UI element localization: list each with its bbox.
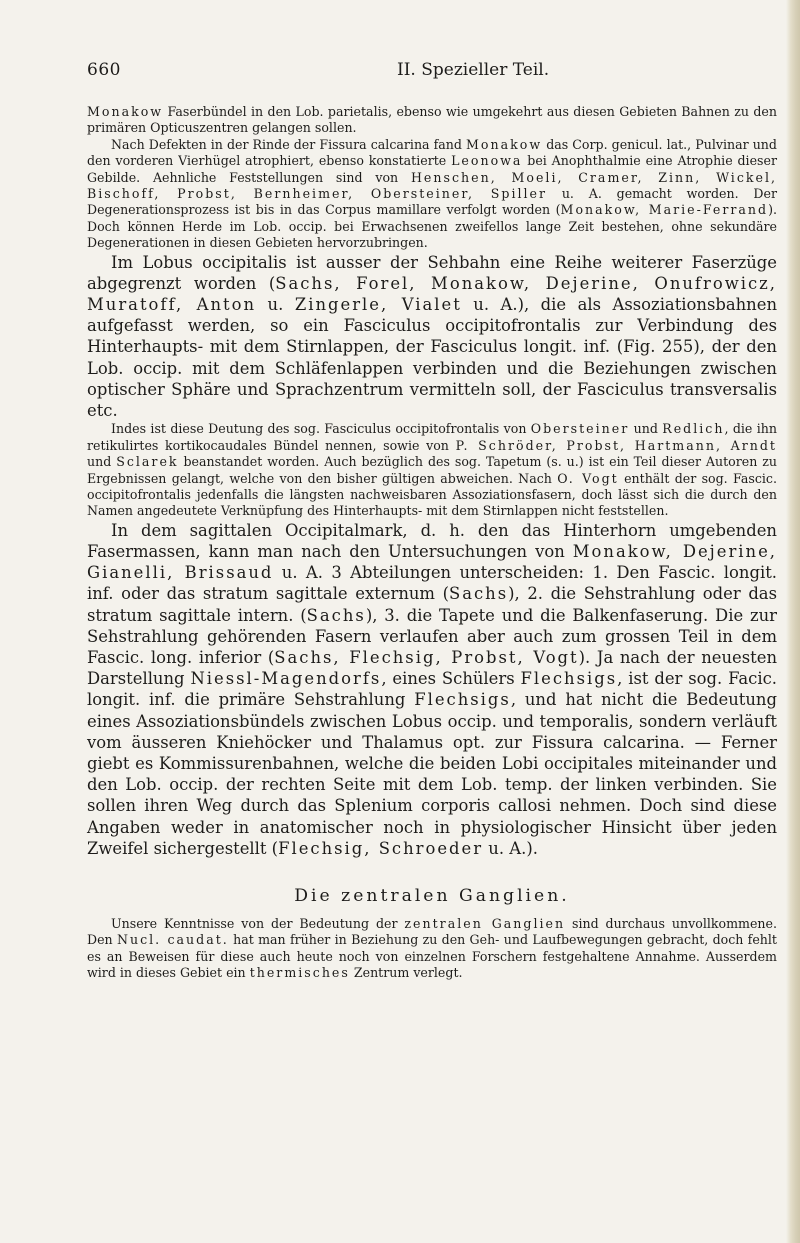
- paragraph: [87, 252, 777, 422]
- text-run: Indes ist diese Deutung des sog. Fasciculus occipitofrontalis von: [111, 421, 531, 437]
- paragraph: [87, 421, 777, 519]
- text-run: bei Anophthalmie eine Atrophie dieser Gebilde. Aehnliche Feststellungen sind von: [87, 153, 777, 185]
- page-header: [87, 60, 767, 90]
- author-name: Redlich: [662, 421, 725, 437]
- text-run: das Corp. genicul. lat., Pulvinar und den vorderen Vierhügel atrophiert, ebenso konstatierte: [87, 136, 777, 169]
- text-run: sind durchaus unvollkommene. Den: [87, 915, 777, 948]
- text-run: beanstandet worden. Auch bezüglich des sog. Tapetum (s. u.) ist ein Teil dieser Autoren zu Ergebnissen gelangt, welche von den bisher gültigen abweichen. Nach: [87, 454, 777, 486]
- text-run: , eines Schülers: [381, 669, 521, 689]
- text-run: u. A. gemacht worden. Der Degenerationsprozess ist bis in das Corpus mamillare verfolgt worden (: [87, 186, 777, 218]
- text-run: enthält der sog. Fascic. occipitofrontalis jedenfalls die längsten nachweisbaren Assoziationsfasern, doch lässt sich die durch den Namen angedeutete Verknüpfung des Hinterhaupts- mit dem Stirnlappen nicht feststellen.: [87, 470, 777, 519]
- text-run: Unsere Kenntnisse von der Bedeutung der: [111, 915, 405, 931]
- author-name: thermisches: [249, 965, 350, 981]
- text-run: Im Lobus occipitalis ist ausser der Sehbahn eine Reihe weiterer Faserzüge abgegrenzt worden (: [87, 252, 777, 293]
- text-run: u. A.).: [483, 838, 538, 858]
- author-name: Flechsigs: [520, 669, 618, 689]
- text-run: ). Ja nach der neuesten Darstellung: [87, 647, 777, 689]
- author-name: P. Schröder, Probst, Hartmann, Arndt: [455, 437, 777, 453]
- text-run: In dem sagittalen Occipitalmark, d. h. den das Hinterhorn umgebenden Fasermassen, kann man nach den Untersuchungen von: [87, 520, 777, 561]
- author-name: Flechsig, Schroeder: [278, 838, 484, 858]
- author-name: Monakow: [87, 104, 164, 119]
- author-name: Nucl. caudat.: [116, 932, 229, 948]
- author-name: Obersteiner: [530, 421, 630, 437]
- author-name: Sachs: [449, 584, 509, 604]
- page-edge-shadow: [786, 0, 800, 1243]
- text-run: Faserbündel in den Lob. parietalis, ebenso wie umgekehrt aus diesen Gebieten Bahnen zu den primären Opticuszentren gelangen sollen.: [87, 104, 777, 136]
- text-run: ), 3. die Tapete und die Balkenfaserung. Die zur Sehstrahlung gehörenden Fasern verlaufen aber auch zum grossen Teil in dem Fascic. long. inferior (: [87, 605, 777, 667]
- text-run: Nach Defekten in der Rinde der Fissura calcarina fand: [111, 136, 467, 152]
- paragraph: [87, 916, 777, 982]
- text-run: u. A. 3 Abteilungen unterscheiden: 1. Den Fascic. longit. inf. oder das stratum sagittale externum (: [87, 563, 777, 604]
- text-run: , die ihn retikulirtes kortikocaudales Bündel nennen, sowie von: [87, 421, 777, 453]
- author-name: Sachs, Flechsig, Probst, Vogt: [274, 647, 579, 667]
- page-number: 660: [87, 60, 121, 80]
- text-run: , ist der sog. Facic. longit. inf. die primäre Sehstrahlung: [87, 669, 777, 710]
- author-name: zentralen Ganglien: [404, 915, 566, 931]
- text-run: Zentrum verlegt.: [349, 965, 463, 981]
- text-run: ). Doch können Herde im Lob. occip. bei Erwachsenen zweifellos lange Zeit bestehen, ohne sekundäre Degenerationen in diesen Gebieten hervorzubringen.: [87, 202, 777, 251]
- author-name: Monakow: [466, 136, 543, 152]
- paragraph: [87, 137, 777, 252]
- author-name: Sclarek: [116, 454, 179, 470]
- author-name: Zingerle, Vialet: [294, 295, 462, 315]
- author-name: Niessl-Magendorfs: [190, 669, 382, 689]
- text-run: u. A.), die als Assoziationsbahnen aufgefasst werden, so ein Fasciculus occipitofrontalis zur Verbindung des Hinterhaupts- mit dem Stirnlappen, der Fasciculus longit. inf. (Fig. 255), der den Lob. occip. mit dem Schläfenlappen verbinden und die Beziehungen zwischen optischer Sphäre und Sprachzentrum vermitteln soll, der Fasciculus transversalis etc.: [87, 295, 777, 421]
- paragraph: [87, 520, 777, 859]
- author-name: Leonowa: [451, 153, 523, 169]
- author-name: Sachs, Forel, Monakow, Dejerine, Onufrowicz, Muratoff, Anton: [87, 273, 778, 315]
- text-run: und: [629, 421, 663, 437]
- running-head: II. Spezieller Teil.: [397, 60, 550, 80]
- text-run: hat man früher in Beziehung zu den Geh- und Laufbewegungen gebracht, doch fehlt es an Beweisen für diese auch heute noch von einzelnen Forschern festgehaltene Annahme. Ausserdem wird in dieses Gebiet ein: [87, 932, 777, 981]
- text-run: u.: [256, 295, 295, 315]
- paragraph: [87, 104, 777, 137]
- section-heading: Die zentralen Ganglien.: [294, 885, 570, 906]
- author-name: Sachs: [306, 605, 366, 625]
- text-run: und: [87, 454, 117, 470]
- author-name: Flechsigs: [414, 690, 511, 710]
- author-name: Monakow, Dejerine, Gianelli, Brissaud: [87, 541, 777, 583]
- author-name: O. Vogt: [557, 470, 619, 486]
- page-body: [87, 104, 777, 982]
- author-name: Henschen, Moeli, Cramer, Zinn, Wickel, Bischoff, Probst, Bernheimer, Obersteiner, Spiller: [87, 169, 777, 202]
- text-run: ), 2. die Sehstrahlung oder das stratum sagittale intern. (: [87, 584, 777, 625]
- text-run: , und hat nicht die Bedeutung eines Assoziationsbündels zwischen Lobus occip. und temporalis, sondern verläuft vom äusseren Kniehöcker und Thalamus opt. zur Fissura calcarina. — Ferner giebt es Kommissurenbahnen, welche die beiden Lobi occipitales miteinander und den Lob. occip. der rechten Seite mit dem Lob. temp. der linken verbinden. Sie sollen ihren Weg durch das Splenium corporis callosi nehmen. Doch sind diese Angaben weder in anatomischer noch in physiologischer Hinsicht über jeden Zweifel sichergestellt (: [87, 690, 777, 858]
- author-name: Monakow, Marie-Ferrand: [560, 202, 769, 218]
